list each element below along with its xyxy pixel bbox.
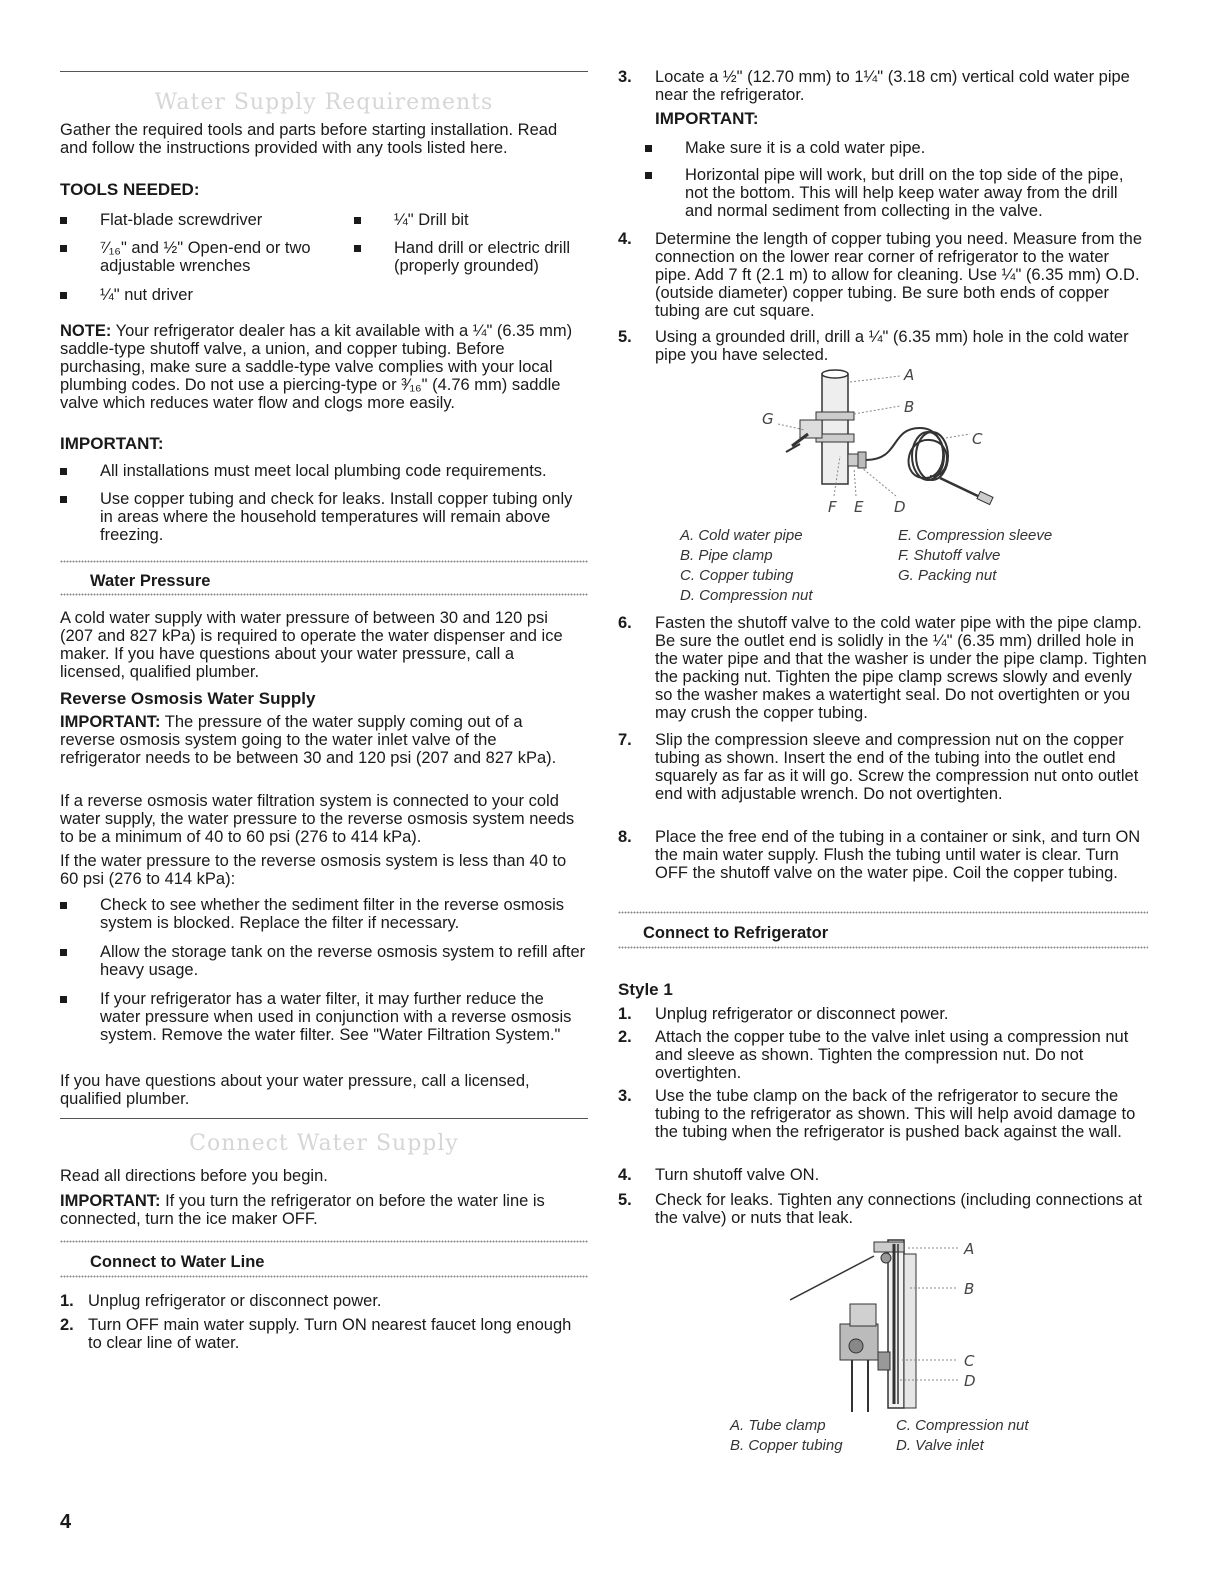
fig1-caption: D. Compression nut [680,587,813,604]
reverse-osmosis-heading: Reverse Osmosis Water Supply [60,689,316,708]
fig1-letter: A [904,368,915,384]
fig1-caption: A. Cold water pipe [680,527,803,544]
section-title-water-supply: Water Supply Requirements [154,90,494,115]
read-all-text: Read all directions before you begin. [60,1167,328,1185]
water-pressure-text: A cold water supply with water pressure of between 30 and 120 psi (207 and 827 kPa) is required to operate the water dispenser and ice maker. If you have questions about your water pressure, call a licensed, qualified plumber. [60,609,563,681]
fig2-letter: C [964,1352,975,1370]
section-title-connect-water-supply: Connect Water Supply [189,1131,459,1156]
tools-heading: TOOLS NEEDED: [60,180,200,199]
dotted-rule [60,560,588,563]
fig1-letter: D [894,498,906,516]
dotted-rule [60,1275,588,1278]
connect-refrigerator-heading: Connect to Refrigerator [643,924,829,942]
valve-inlet-diagram [790,1234,1000,1414]
intro-text: Gather the required tools and parts before starting installation. Read and follow the instructions provided with any tools listed here. [60,121,558,157]
fig1-letter: G [762,410,774,428]
fig2-caption: A. Tube clamp [730,1417,826,1434]
fig2-letter: D [964,1372,976,1390]
top-rule-left [60,71,588,72]
cws-important-paragraph: IMPORTANT: If you turn the refrigerator on before the water line is connected, turn the ice maker OFF. [60,1192,545,1228]
right-important-heading: IMPORTANT: [655,109,759,128]
dotted-rule [618,911,1148,914]
connect-water-line-heading: Connect to Water Line [90,1253,265,1271]
fig2-letter: A [964,1240,975,1258]
shutoff-valve-diagram [750,368,1010,528]
fig2-caption: B. Copper tubing [730,1437,843,1454]
fig2-letter: B [964,1280,975,1298]
section-rule-left [60,1118,588,1119]
fig1-caption: C. Copper tubing [680,567,794,584]
ro-paragraph-3: If the water pressure to the reverse osmosis system is less than 40 to 60 psi (276 to 414 kPa): [60,852,567,888]
fig1-letter: B [904,398,915,416]
fig1-caption: G. Packing nut [898,567,997,584]
ro-paragraph-2: If a reverse osmosis water filtration system is connected to your cold water supply, the water pressure to the reverse osmosis system needs to be a minimum of 40 to 60 psi (276 to 414 kPa). [60,792,575,846]
fig1-caption: B. Pipe clamp [680,547,773,564]
fig1-letter: E [854,498,864,516]
note-paragraph: NOTE: Your refrigerator dealer has a kit available with a ¼" (6.35 mm) saddle-type shutoff valve, a union, and copper tubing. Before purchasing, make sure a saddle-type valve complies with your local plumbing codes. Do not use a piercing-type or ³⁄₁₆" (4.76 mm) saddle valve which reduces water flow and clogs more easily. [60,322,573,412]
fig2-caption: D. Valve inlet [896,1437,984,1454]
fig1-letter: F [828,498,837,516]
dotted-rule [60,593,588,596]
fig2-caption: C. Compression nut [896,1417,1029,1434]
fig1-letter: C [972,430,983,448]
important-heading: IMPORTANT: [60,434,164,453]
ro-important-paragraph: IMPORTANT: The pressure of the water supply coming out of a reverse osmosis system going to the water inlet valve of the refrigerator needs to be between 30 and 120 psi (207 and 827 kPa). [60,713,557,767]
dotted-rule [618,946,1148,949]
ro-paragraph-4: If you have questions about your water pressure, call a licensed, qualified plumber. [60,1072,530,1108]
page-number: 4 [60,1511,72,1533]
dotted-rule [60,1240,588,1243]
water-pressure-heading: Water Pressure [90,572,211,590]
fig1-caption: F. Shutoff valve [898,547,1001,564]
fig1-caption: E. Compression sleeve [898,527,1053,544]
style1-heading: Style 1 [618,980,673,999]
